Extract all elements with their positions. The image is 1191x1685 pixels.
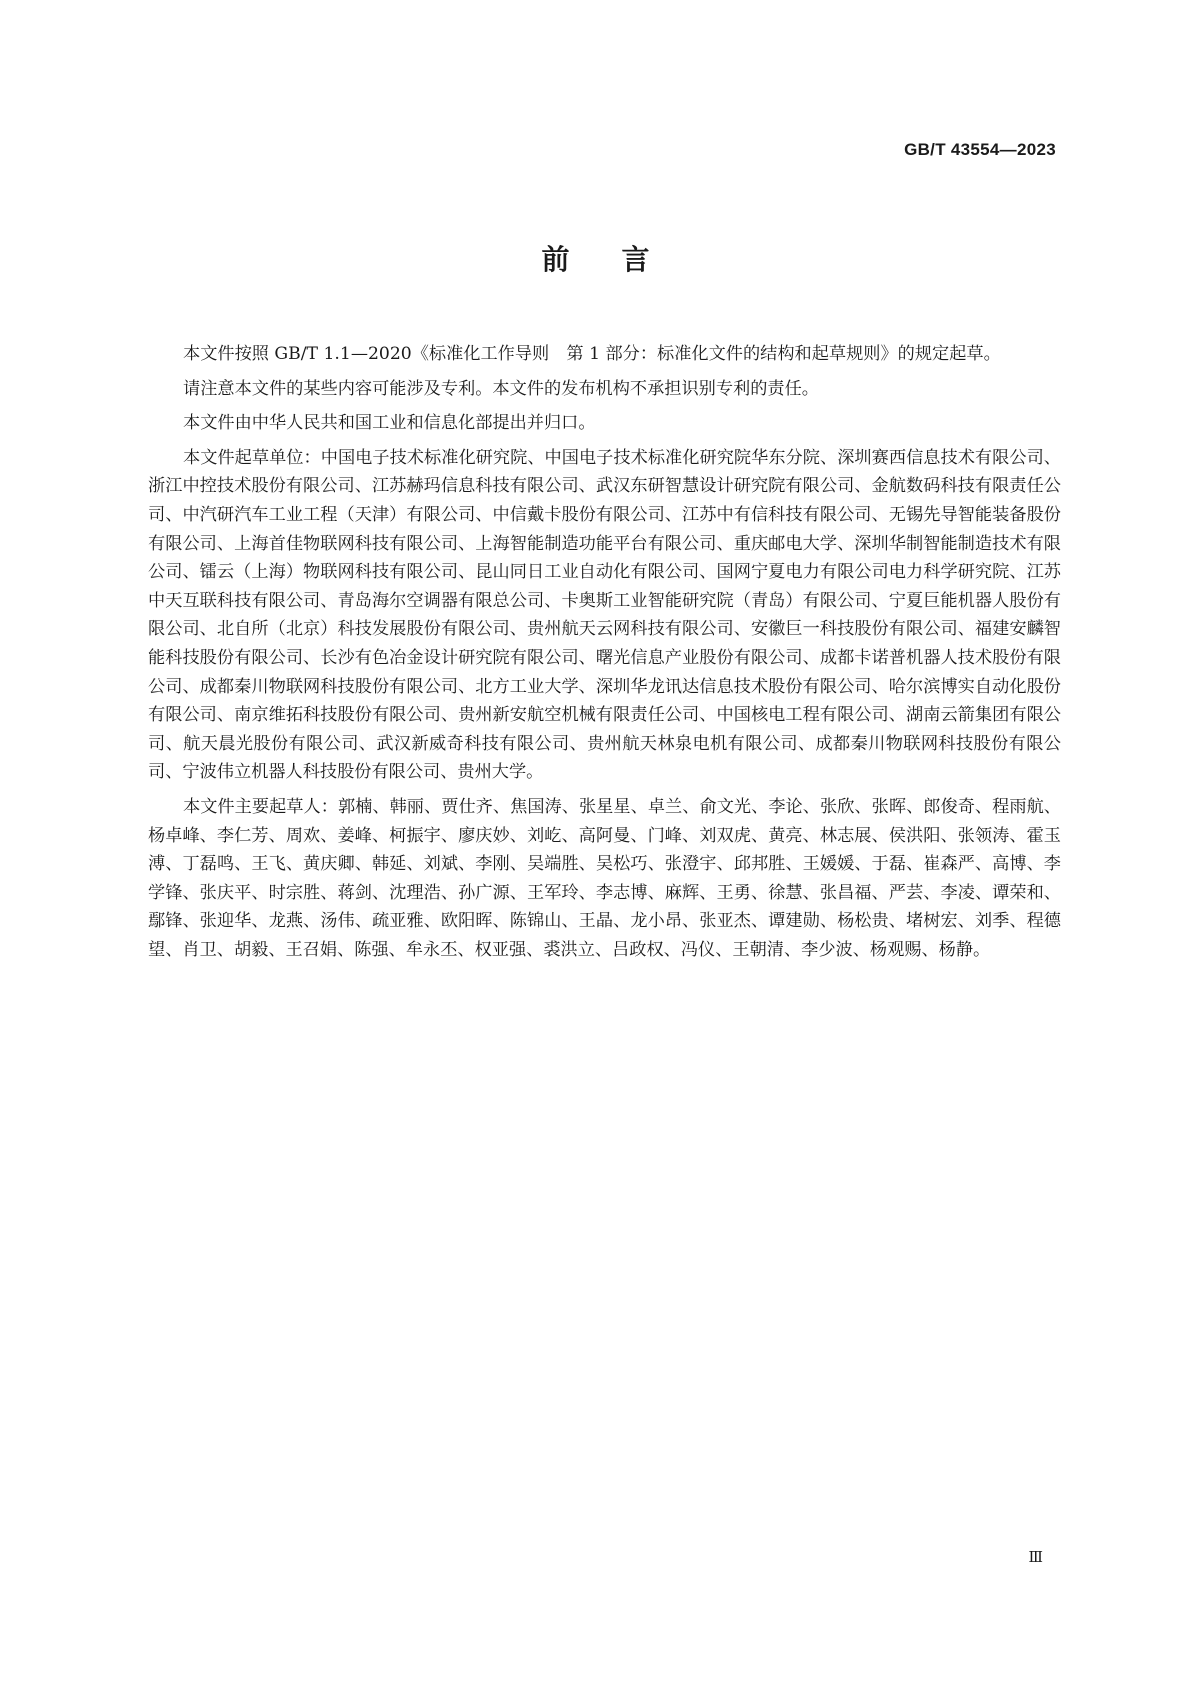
paragraph-drafting-units: 本文件起草单位：中国电子技术标准化研究院、中国电子技术标准化研究院华东分院、深圳赛西信息技术有限公司、浙江中控技术股份有限公司、江苏赫玛信息科技有限公司、武汉东研智慧设计研究院有限公司、金航数码科技有限责任公司、中汽研汽车工业工程（天津）有限公司、中信戴卡股份有限公司、江苏中有信科技有限公司、无锡先导智能装备股份有限公司、上海首佳物联网科技有限公司、上海智能制造功能平台有限公司、重庆邮电大学、深圳华制智能制造技术有限公司、镭云（上海）物联网科技有限公司、昆山同日工业自动化有限公司、国网宁夏电力有限公司电力科学研究院、江苏中天互联科技有限公司、青岛海尔空调器有限总公司、卡奥斯工业智能研究院（青岛）有限公司、宁夏巨能机器人股份有限公司、北自所（北京）科技发展股份有限公司、贵州航天云网科技有限公司、安徽巨一科技股份有限公司、福建安麟智能科技股份有限公司、长沙有色冶金设计研究院有限公司、曙光信息产业股份有限公司、成都卡诺普机器人技术股份有限公司、成都秦川物联网科技股份有限公司、北方工业大学、深圳华龙讯达信息技术股份有限公司、哈尔滨博实自动化股份有限公司、南京维拓科技股份有限公司、贵州新安航空机械有限责任公司、中国核电工程有限公司、湖南云箭集团有限公司、航天晨光股份有限公司、武汉新威奇科技有限公司、贵州航天林泉电机有限公司、成都秦川物联网科技股份有限公司、宁波伟立机器人科技股份有限公司、贵州大学。 [148,447,1061,783]
paragraph-drafting-rules: 本文件按照 GB/T 1.1—2020《标准化工作导则 第 1 部分：标准化文件的结构和起草规则》的规定起草。 [183,344,1001,364]
paragraph-patent-notice: 请注意本文件的某些内容可能涉及专利。本文件的发布机构不承担识别专利的责任。 [183,378,819,399]
preface-body [148,340,1061,970]
page-title: 前言 [541,243,702,276]
paragraph-proposer: 本文件由中华人民共和国工业和信息化部提出并归口。 [183,413,596,434]
page-number: Ⅲ [1028,1550,1043,1566]
standard-code: GB/T 43554—2023 [904,140,1056,159]
paragraph-drafters: 本文件主要起草人：郭楠、韩丽、贾仕齐、焦国涛、张星星、卓兰、俞文光、李论、张欣、张晖、郎俊奇、程雨航、杨卓峰、李仁芳、周欢、姜峰、柯振宇、廖庆妙、刘屹、高阿曼、门峰、刘双虎、黄亮、林志展、侯洪阳、张领涛、霍玉溥、丁磊鸣、王飞、黄庆卿、韩延、刘斌、李刚、吴端胜、吴松巧、张澄宇、邱邦胜、王媛媛、于磊、崔森严、高博、李学锋、张庆平、时宗胜、蒋剑、沈理浩、孙广源、王军玲、李志博、麻辉、王勇、徐慧、张昌福、严芸、李凌、谭荣和、鄢锋、张迎华、龙燕、汤伟、疏亚雅、欧阳晖、陈锦山、王晶、龙小昂、张亚杰、谭建勋、杨松贵、堵树宏、刘季、程德望、肖卫、胡毅、王召娟、陈强、牟永丕、权亚强、裘洪立、吕政权、冯仪、王朝清、李少波、杨观赐、杨静。 [148,796,1061,960]
